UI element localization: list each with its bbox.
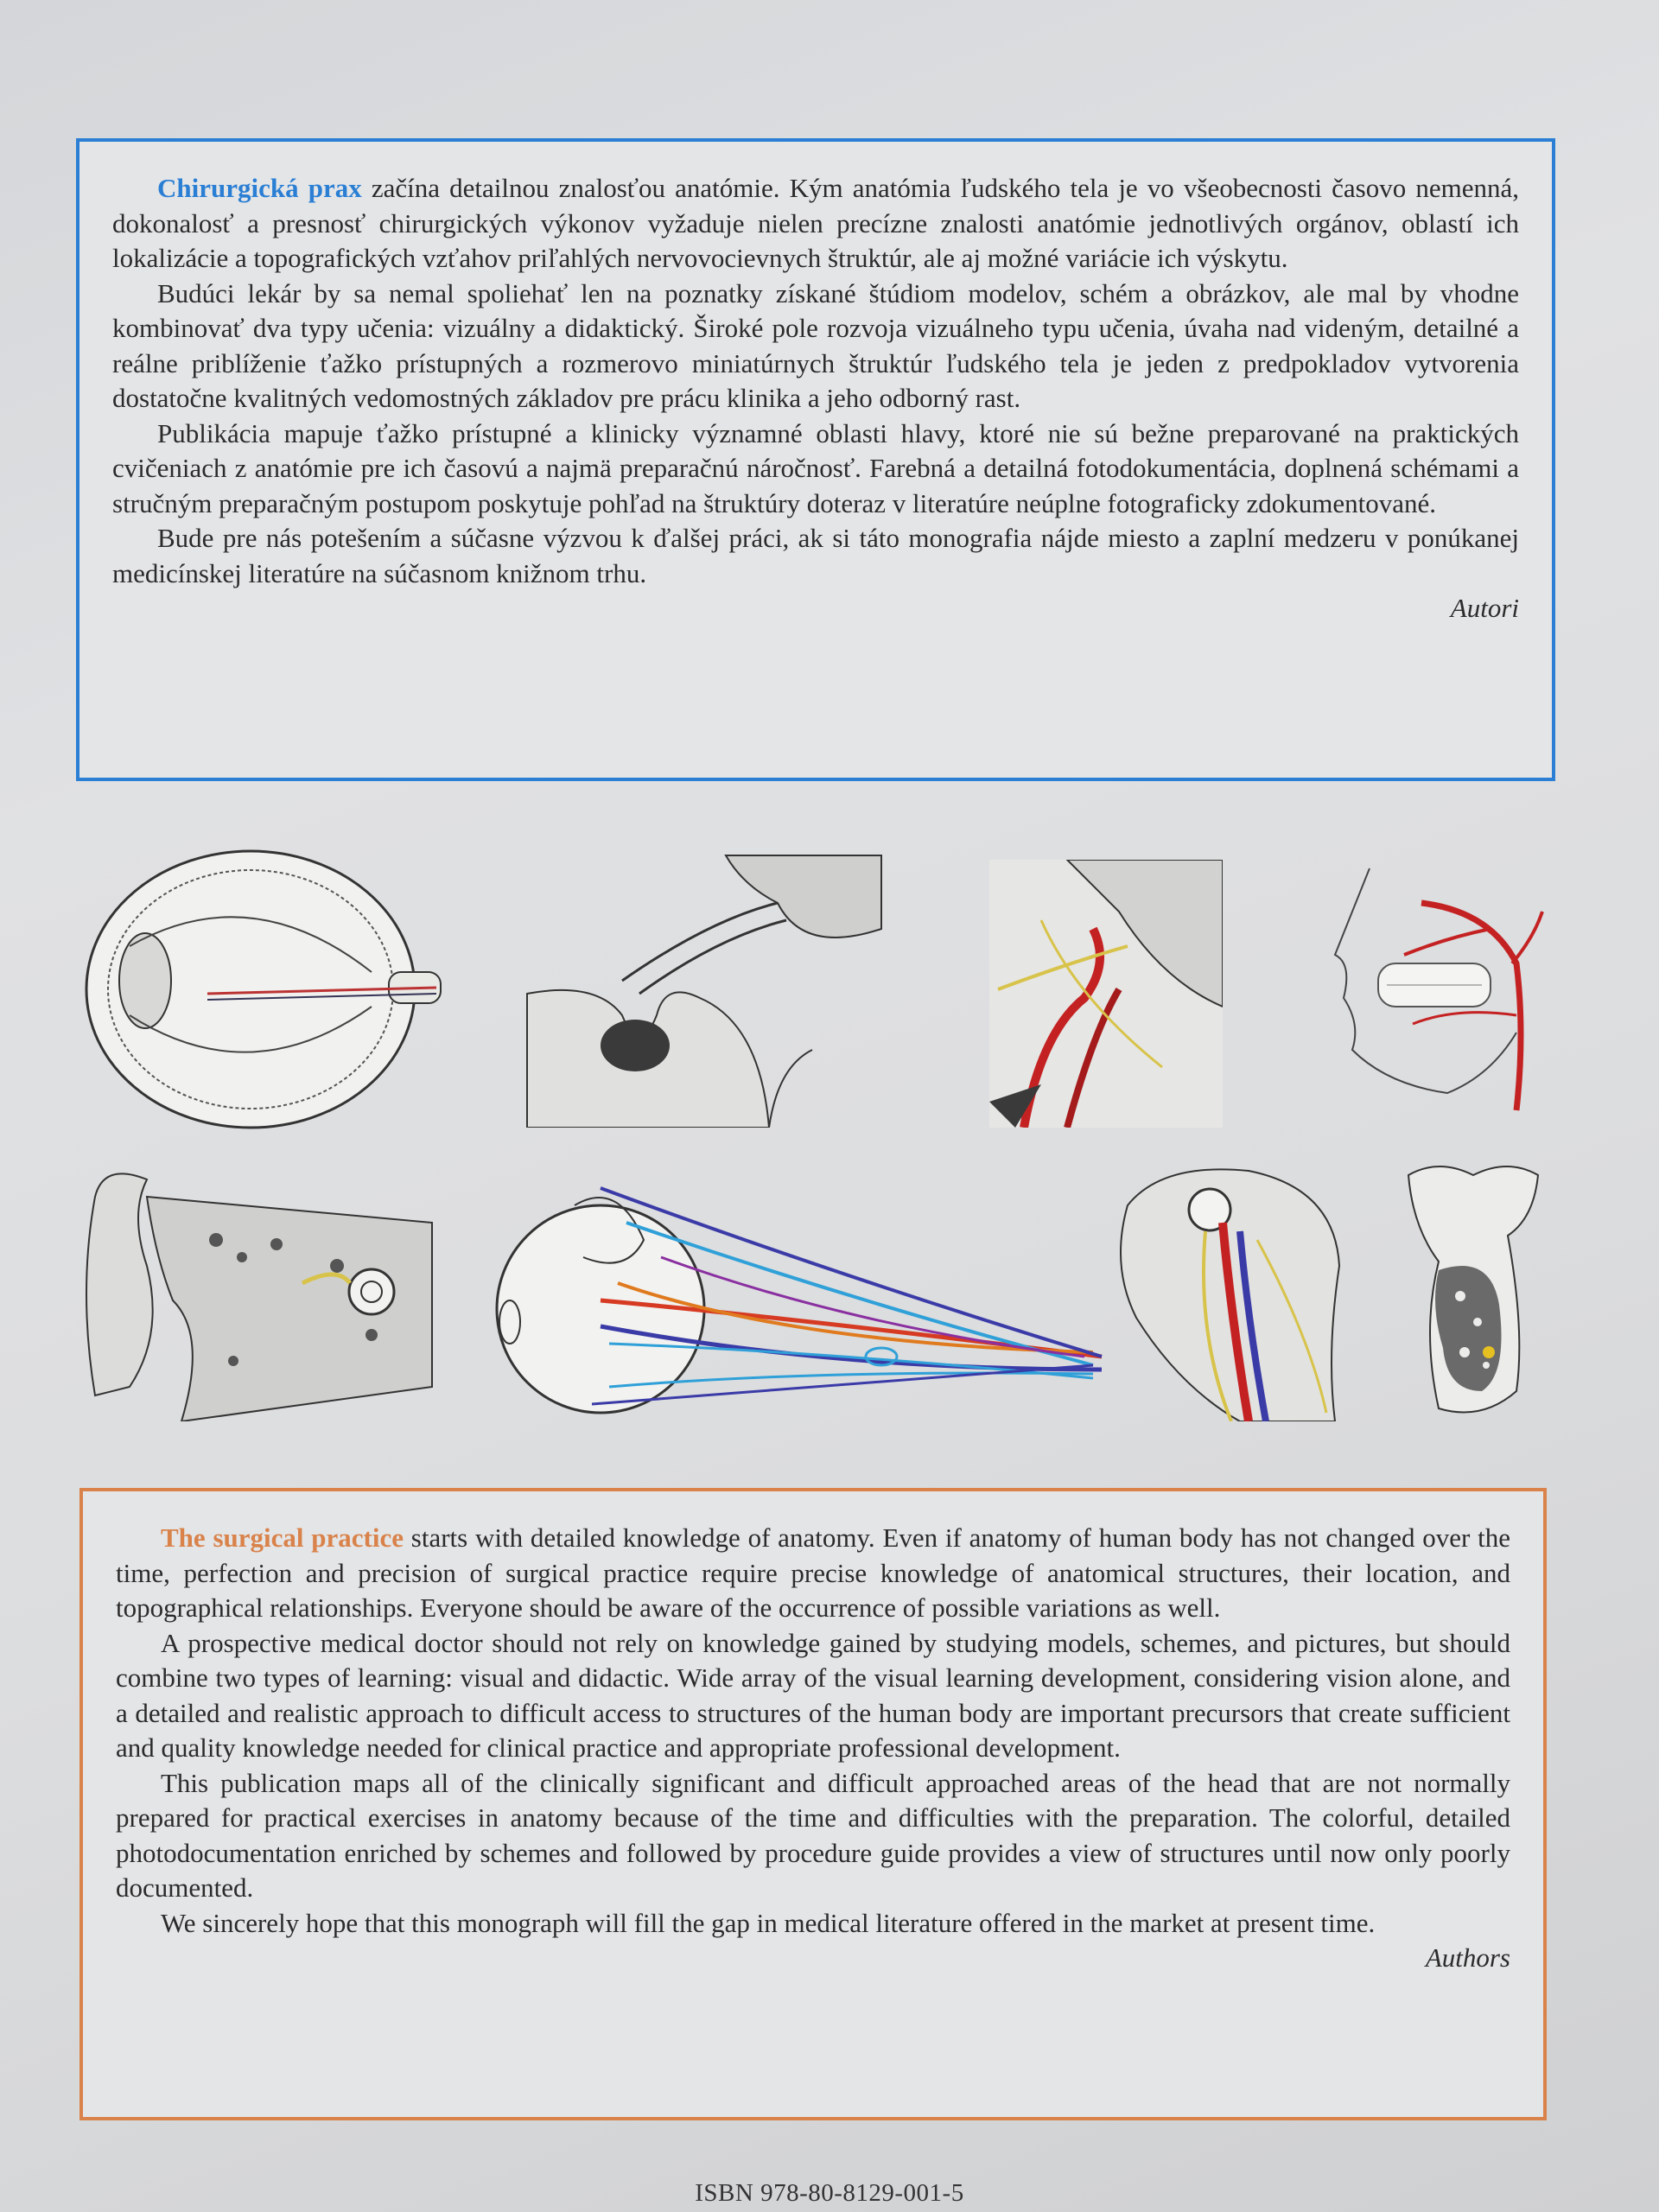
english-text-box xyxy=(79,1488,1547,2120)
face-jaw-arteries-illustration xyxy=(1318,860,1551,1128)
slovak-text-box xyxy=(76,138,1555,781)
pituitary-fossa-illustration xyxy=(518,851,890,1128)
bone-cross-section-illustration xyxy=(1404,1158,1542,1421)
inner-ear-illustration xyxy=(78,1162,441,1421)
slovak-paragraph-2: Budúci lekár by sa nemal spoliehať len na poznatky získané štúdiom modelov, schém a obrázkov, ale mal by vhodne kombinovať dva typy učenia: vizuálny a didaktický. Široké pole rozvoja vizuálneho typu učenia, úvaha nad videným, detailné a reálne priblíženie ťažko prístupných a rozmerovo miniatúrnych štruktúr ľudského tela je jeden z predpokladov vytvorenia dostatočne kvalitných vedomostných základov pre prácu klinika a jeho odborný rast. xyxy=(112,277,1519,413)
eyeball-section-illustration xyxy=(78,842,449,1136)
slovak-signature: Autori xyxy=(1450,593,1519,623)
slovak-paragraph-3: Publikácia mapuje ťažko prístupné a klinicky významné oblasti hlavy, ktoré nie sú bežne preparované na praktických cvičeniach z anatómie pre ich časovú a najmä preparačnú náročnosť. Farebná a detailná fotodokumentácia, doplnená schémami a stručným preparačným postupom poskytuje pohľad na štruktúry doteraz v literatúre neúplne fotograficky zdokumentované. xyxy=(112,417,1519,518)
slovak-paragraph-1 xyxy=(112,171,1519,276)
english-lead-phrase: The surgical practice xyxy=(161,1522,404,1553)
english-paragraph-4: We sincerely hope that this monograph will fill the gap in medical literature offered in the market at present time. xyxy=(161,1907,1376,1938)
english-paragraph-2: A prospective medical doctor should not rely on knowledge gained by studying models, schemes, and pictures, but should combine two types of learning: visual and didactic. Wide array of the visual learning development, considering vision alone, and a detailed and realistic approach to difficult access to structures of the human body are important precursors that create sufficient and quality knowledge needed for clinical practice and appropriate professional development. xyxy=(116,1627,1510,1763)
english-paragraph-3: This publication maps all of the clinically significant and difficult approached areas of the head that are not normally prepared for practical exercises in anatomy because of the time and difficulties with the preparation. The colorful, detailed photodocumentation enriched by schemes and followed by procedure guide provides a view of structures until now only poorly documented. xyxy=(116,1767,1510,1903)
neck-vessels-illustration xyxy=(989,860,1223,1128)
isbn-number: ISBN 978-80-8129-001-5 xyxy=(695,2179,964,2207)
english-signature: Authors xyxy=(1425,1942,1510,1973)
slovak-paragraph-1-text: začína detailnou znalosťou anatómie. Kým anatómia ľudského tela je vo všeobecnosti časovo nemenná, dokonalosť a presnosť chirurgických výkonov vyžaduje nielen precízne znalosti anatómie jednotlivých orgánov, oblastí ich lokalizácie a topografických vzťahov priľahlých nervovocievnych štruktúr, ale aj možné variácie ich výskytu. xyxy=(112,173,1519,273)
orbit-vessels-illustration xyxy=(488,1171,1110,1421)
slovak-paragraph-4: Bude pre nás potešením a súčasne výzvou k ďalšej práci, ak si táto monografia nájde miesto a zaplní medzeru v ponúkanej medicínskej literatúre na súčasnom knižnom trhu. xyxy=(112,523,1519,588)
slovak-lead-phrase: Chirurgická prax xyxy=(157,173,362,203)
temporal-region-illustration xyxy=(1110,1162,1344,1421)
english-paragraph-1-text: starts with detailed knowledge of anatomy. Even if anatomy of human body has not changed over the time, perfection and precision of surgical practice require precise knowledge of anatomical structures, their location, and topographical relationships. Everyone should be aware of the occurrence of possible variations as well. xyxy=(116,1522,1510,1623)
english-paragraph-1 xyxy=(116,1521,1510,1626)
